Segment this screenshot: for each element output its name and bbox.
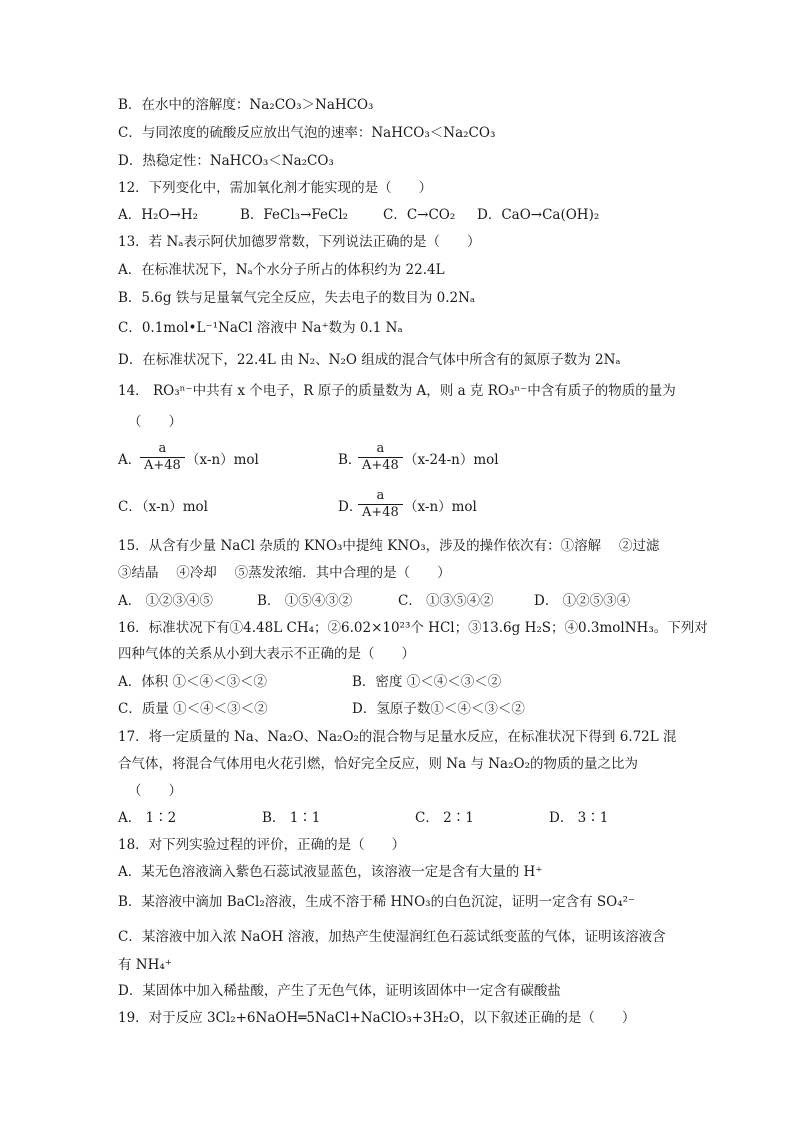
q15-option-b: B． ①⑤④③②	[257, 593, 353, 609]
q15-option-a: A． ①②③④⑤	[118, 593, 214, 609]
q14-option-b-text: （x-24-n）mol	[404, 452, 499, 468]
q14-stem: 14． RO₃ⁿ⁻中共有 x 个电子，R 原子的质量数为 A，则 a 克 RO₃ⁿ⁻中含有质子的物质的量为	[118, 383, 676, 399]
q12-option-d: D．CaO→Ca(OH)₂	[477, 207, 600, 223]
q11-option-d: D．热稳定性：NaHCO₃＜Na₂CO₃	[118, 153, 334, 169]
fraction-denominator: A+48	[362, 458, 399, 473]
q17-answer-paren: （ ）	[128, 783, 182, 799]
q17-option-c: C． 2∶1	[415, 810, 474, 826]
q14-option-c: C．（x-n）mol	[118, 499, 208, 515]
q11-option-b: B．在水中的溶解度：Na₂CO₃＞NaHCO₃	[118, 97, 374, 113]
q14-option-d-fraction	[358, 488, 403, 521]
q15-stem-line1: 15．从含有少量 NaCl 杂质的 KNO₃中提纯 KNO₃，涉及的操作依次有：①溶解 ②过滤	[118, 538, 660, 554]
q14-option-d-text: （x-n）mol	[404, 499, 477, 515]
q16-option-b: B．密度 ①＜④＜③＜②	[352, 674, 502, 690]
q13-option-a: A．在标准状况下，Nₐ个水分子所占的体积约为 22.4L	[118, 262, 445, 278]
q16-option-c: C．质量 ①＜④＜③＜②	[118, 701, 268, 717]
q14-option-d-label: D．	[338, 499, 363, 515]
q13-stem: 13．若 Nₐ表示阿伏加德罗常数，下列说法正确的是（ ）	[118, 234, 481, 250]
q19-stem: 19．对于反应 3Cl₂+6NaOH═5NaCl+NaClO₃+3H₂O，以下叙述正确的是（ ）	[118, 1010, 636, 1026]
q14-option-b-fraction	[358, 441, 403, 474]
q18-option-d: D．某固体中加入稀盐酸，产生了无色气体，证明该固体中一定含有碳酸盐	[118, 983, 561, 999]
q13-option-c: C．0.1mol•L⁻¹NaCl 溶液中 Na⁺数为 0.1 Nₐ	[118, 320, 403, 336]
fraction-numerator: a	[158, 441, 167, 456]
q16-option-d: D．氢原子数①＜④＜③＜②	[352, 701, 525, 717]
q18-stem: 18．对下列实验过程的评价，正确的是（ ）	[118, 837, 406, 853]
q15-stem-line2: ③结晶 ④冷却 ⑤蒸发浓缩．其中合理的是（ ）	[118, 565, 451, 581]
q11-option-c: C．与同浓度的硫酸反应放出气泡的速率：NaHCO₃＜Na₂CO₃	[118, 125, 496, 141]
q15-option-d: D． ①②⑤③④	[534, 593, 631, 609]
fraction-numerator: a	[376, 488, 385, 503]
q12-stem: 12．下列变化中，需加氧化剂才能实现的是（ ）	[118, 180, 433, 196]
fraction-denominator: A+48	[362, 505, 399, 520]
q15-option-c: C． ①③⑤④②	[398, 593, 494, 609]
q13-option-b: B．5.6g 铁与足量氧气完全反应，失去电子的数目为 0.2Nₐ	[118, 290, 476, 306]
q18-option-b: B．某溶液中滴加 BaCl₂溶液，生成不溶于稀 HNO₃的白色沉淀，证明一定含有 SO₄²⁻	[118, 894, 636, 910]
q14-option-a-fraction	[140, 441, 185, 474]
q14-option-a-label: A．	[118, 452, 142, 468]
q17-option-a: A． 1∶2	[118, 810, 177, 826]
q18-option-c-line1: C．某溶液中加入浓 NaOH 溶液，加热产生使湿润红色石蕊试纸变蓝的气体，证明该溶液含	[118, 929, 666, 945]
q18-option-c-line2: 有 NH₄⁺	[118, 957, 172, 973]
q17-option-d: D． 3∶1	[549, 810, 609, 826]
q12-option-b: B．FeCl₃→FeCl₂	[240, 207, 349, 223]
q13-option-d: D．在标准状况下，22.4L 由 N₂、N₂O 组成的混合气体中所含有的氮原子数为 2Nₐ	[118, 352, 621, 368]
q17-option-b: B． 1∶1	[262, 810, 321, 826]
q14-option-a-text: （x-n）mol	[186, 452, 259, 468]
q17-stem-line1: 17．将一定质量的 Na、Na₂O、Na₂O₂的混合物与足量水反应，在标准状况下得到 6.72L 混	[118, 729, 677, 745]
fraction-numerator: a	[376, 441, 385, 456]
q14-answer-paren: （ ）	[128, 414, 182, 430]
q18-option-a: A．某无色溶液滴入紫色石蕊试液显蓝色，该溶液一定是含有大量的 H⁺	[118, 864, 543, 880]
fraction-denominator: A+48	[144, 458, 181, 473]
q14-option-b-label: B．	[338, 452, 362, 468]
q17-stem-line2: 合气体，将混合气体用电火花引燃，恰好完全反应，则 Na 与 Na₂O₂的物质的量之比为	[118, 756, 638, 772]
q16-option-a: A．体积 ①＜④＜③＜②	[118, 674, 268, 690]
q16-stem-line1: 16．标准状况下有①4.48L CH₄；②6.02×10²³个 HCl；③13.6g H₂S；④0.3molNH₃。下列对	[118, 620, 708, 636]
q12-option-a: A．H₂O→H₂	[118, 207, 198, 223]
q12-option-c: C．C→CO₂	[383, 207, 456, 223]
q16-stem-line2: 四种气体的关系从小到大表示不正确的是（ ）	[118, 646, 415, 662]
